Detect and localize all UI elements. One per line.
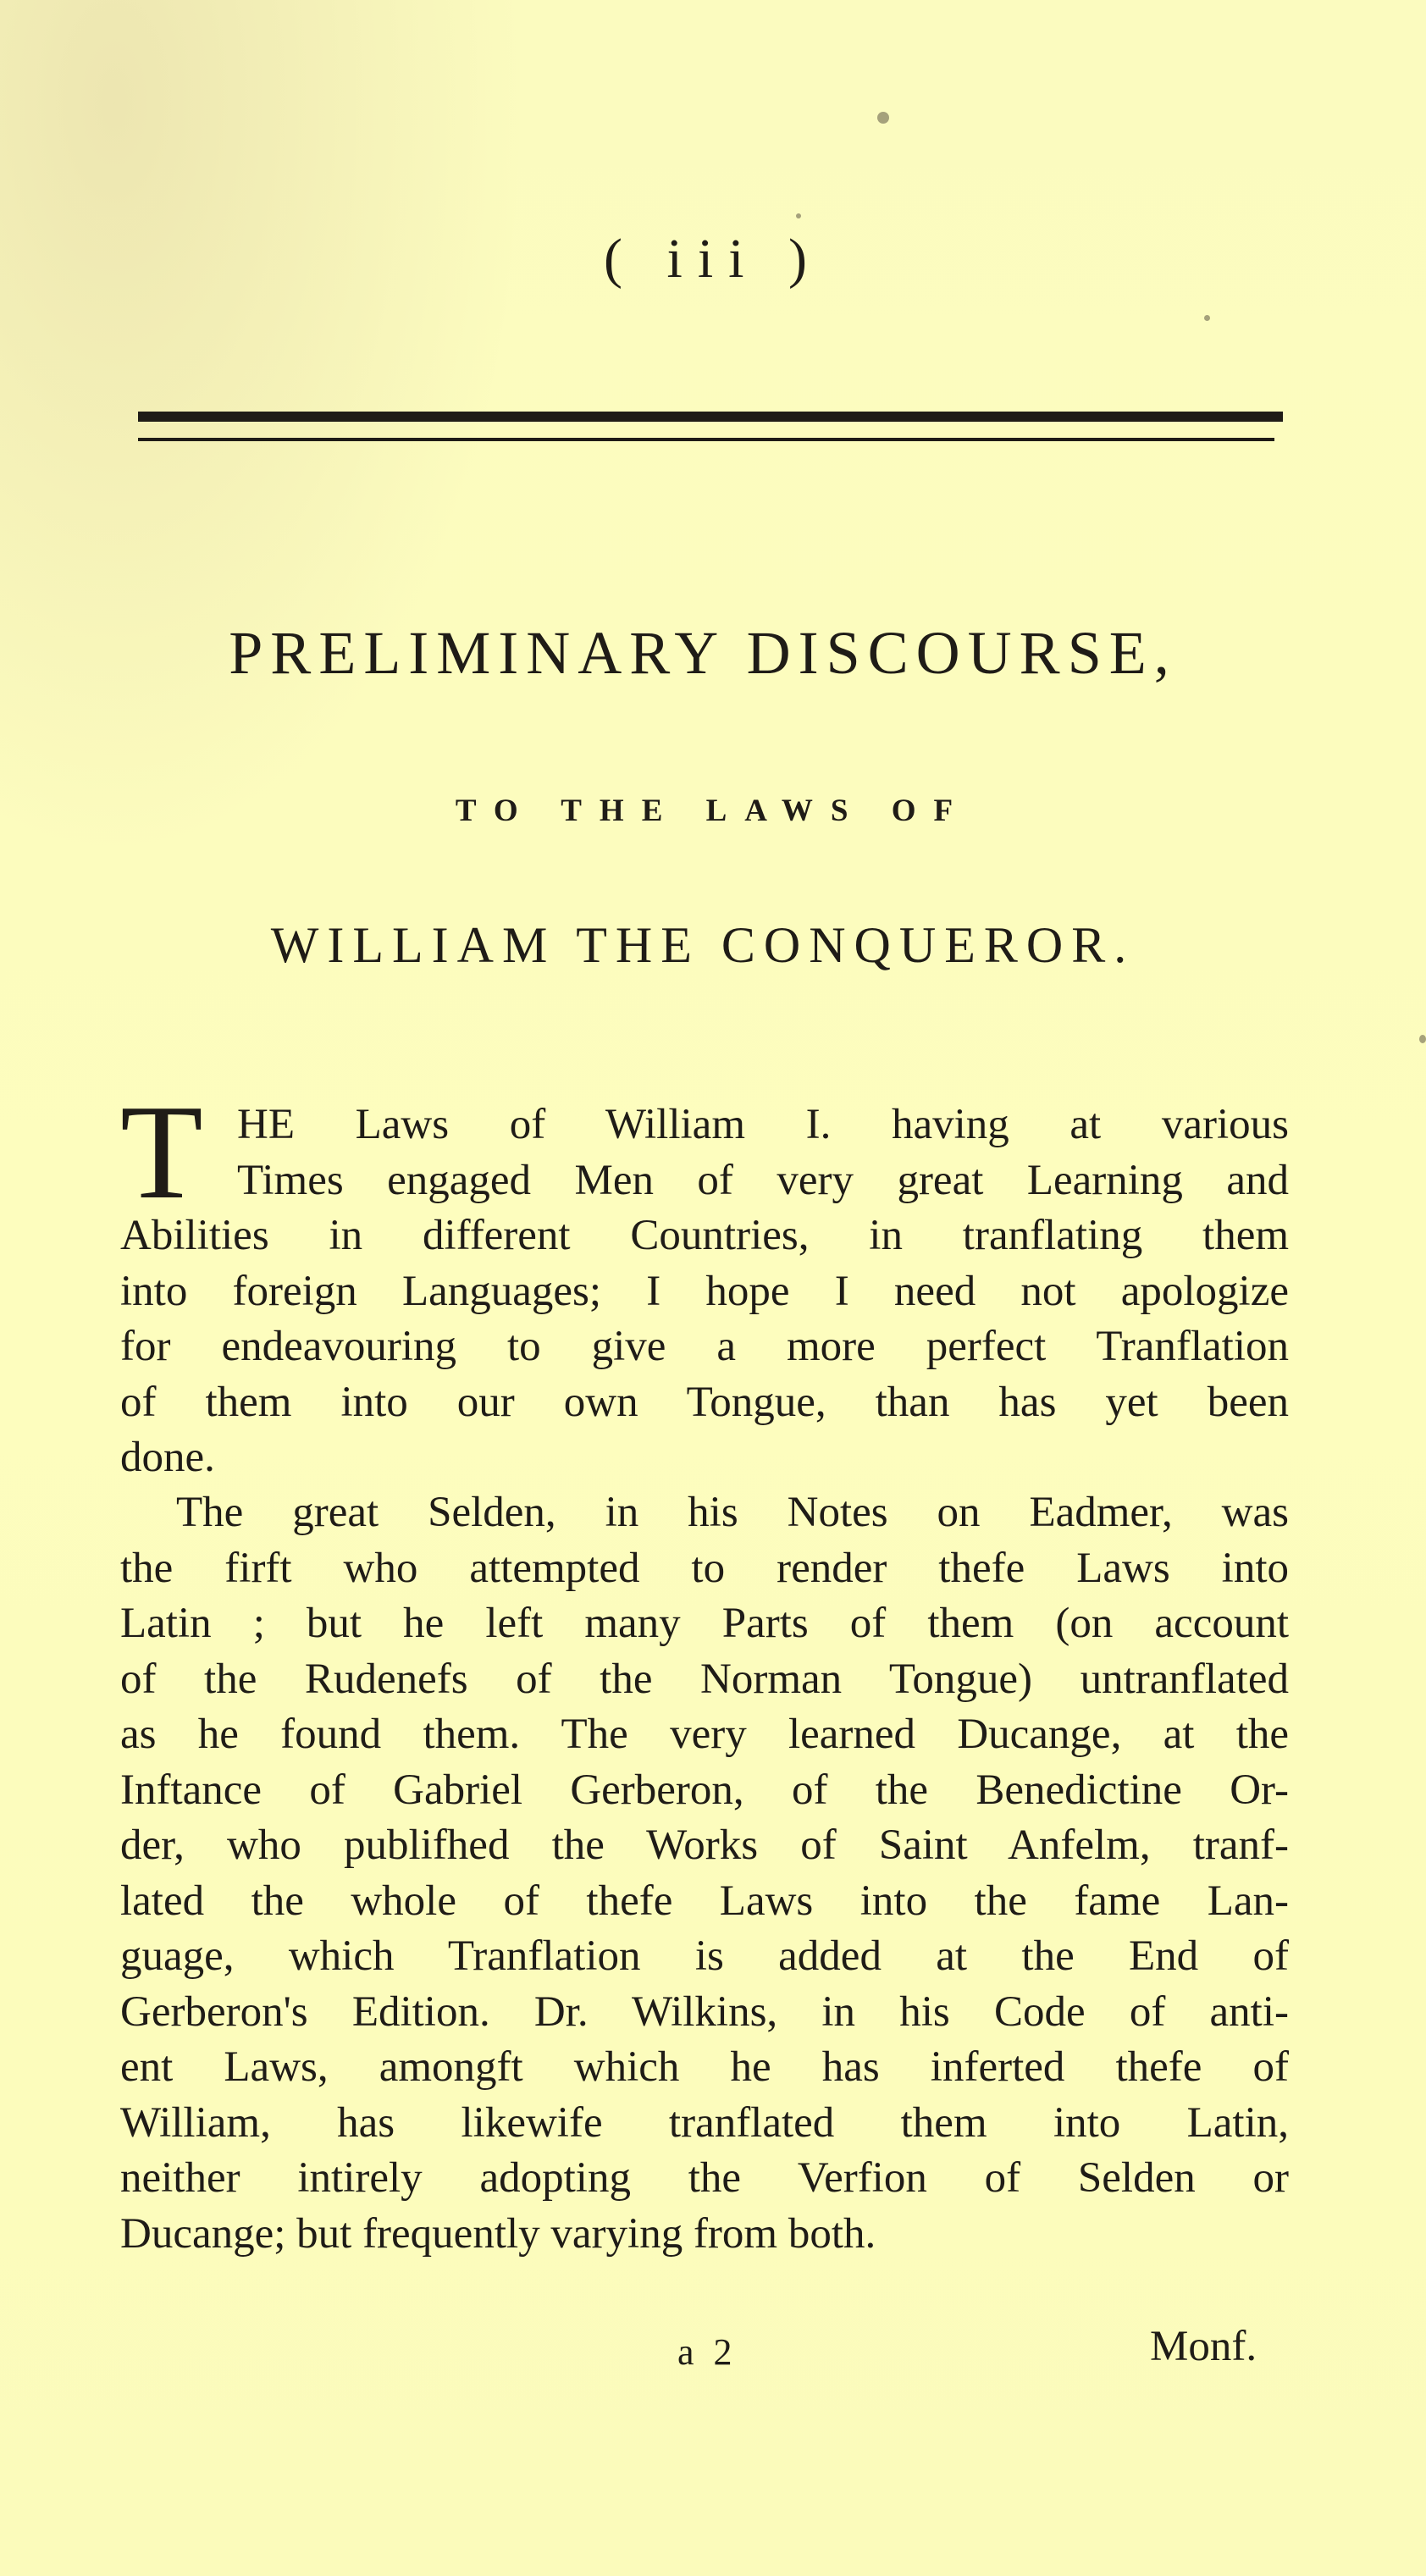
text-line: William, has likewife tranflated them into Latin, — [120, 2098, 1289, 2147]
discourse-subtitle: TO THE LAWS OF — [455, 793, 971, 828]
text-line: The great Selden, in his Notes on Eadmer, was — [176, 1489, 1289, 1536]
text-line: Latin ; but he left many Parts of them (on account — [120, 1600, 1289, 1647]
drop-cap: T — [120, 1076, 203, 1227]
text-line: Gerberon's Edition. Dr. Wilkins, in his Code of anti- — [120, 1987, 1289, 2036]
text-line: lated the whole of thefe Laws into the fame Lan- — [120, 1877, 1289, 1925]
text-line: HE Laws of William I. having at various — [237, 1101, 1289, 1148]
ink-speck — [877, 112, 889, 124]
text-line: for endeavouring to give a more perfect Tranflation — [120, 1323, 1289, 1370]
ink-speck — [1204, 315, 1210, 321]
catchword: Monf. — [1150, 2323, 1257, 2370]
header-rule-thin — [138, 438, 1274, 441]
text-line: of them into our own Tongue, than has yet been — [120, 1378, 1289, 1426]
page-number: ( iii ) — [604, 228, 822, 290]
header-rule-thick — [138, 412, 1283, 422]
text-line: der, who publifhed the Works of Saint Anfelm, tranf- — [120, 1821, 1289, 1869]
text-line: Abilities in different Countries, in tranflating them — [120, 1212, 1289, 1259]
text-line: Times engaged Men of very great Learning and — [237, 1156, 1289, 1204]
paragraph-1 — [120, 1097, 1289, 1486]
text-line: of the Rudenefs of the Norman Tongue) untranflated — [120, 1655, 1289, 1703]
ink-speck — [796, 213, 801, 218]
paragraph-2 — [120, 1485, 1289, 2262]
signature-mark: a 2 — [677, 2331, 738, 2373]
text-line: neither intirely adopting the Verfion of Selden or — [120, 2154, 1289, 2202]
discourse-title: PRELIMINARY DISCOURSE, — [229, 619, 1177, 687]
text-line: into foreign Languages; I hope I need not apologize — [120, 1267, 1289, 1315]
text-line: guage, which Tranflation is added at the End of — [120, 1932, 1289, 1980]
text-line: Ducange; but frequently varying from both. — [120, 2209, 876, 2258]
text-line: as he found them. The very learned Ducange, at the — [120, 1711, 1289, 1758]
text-line: done. — [120, 1434, 215, 1481]
king-name: WILLIAM THE CONQUEROR. — [270, 917, 1136, 973]
text-line: Inftance of Gabriel Gerberon, of the Benedictine Or- — [120, 1766, 1289, 1814]
text-line: the firft who attempted to render thefe Laws into — [120, 1544, 1289, 1592]
text-line: ent Laws, amongft which he has inferted thefe of — [120, 2043, 1289, 2091]
ink-speck — [1419, 1035, 1426, 1043]
